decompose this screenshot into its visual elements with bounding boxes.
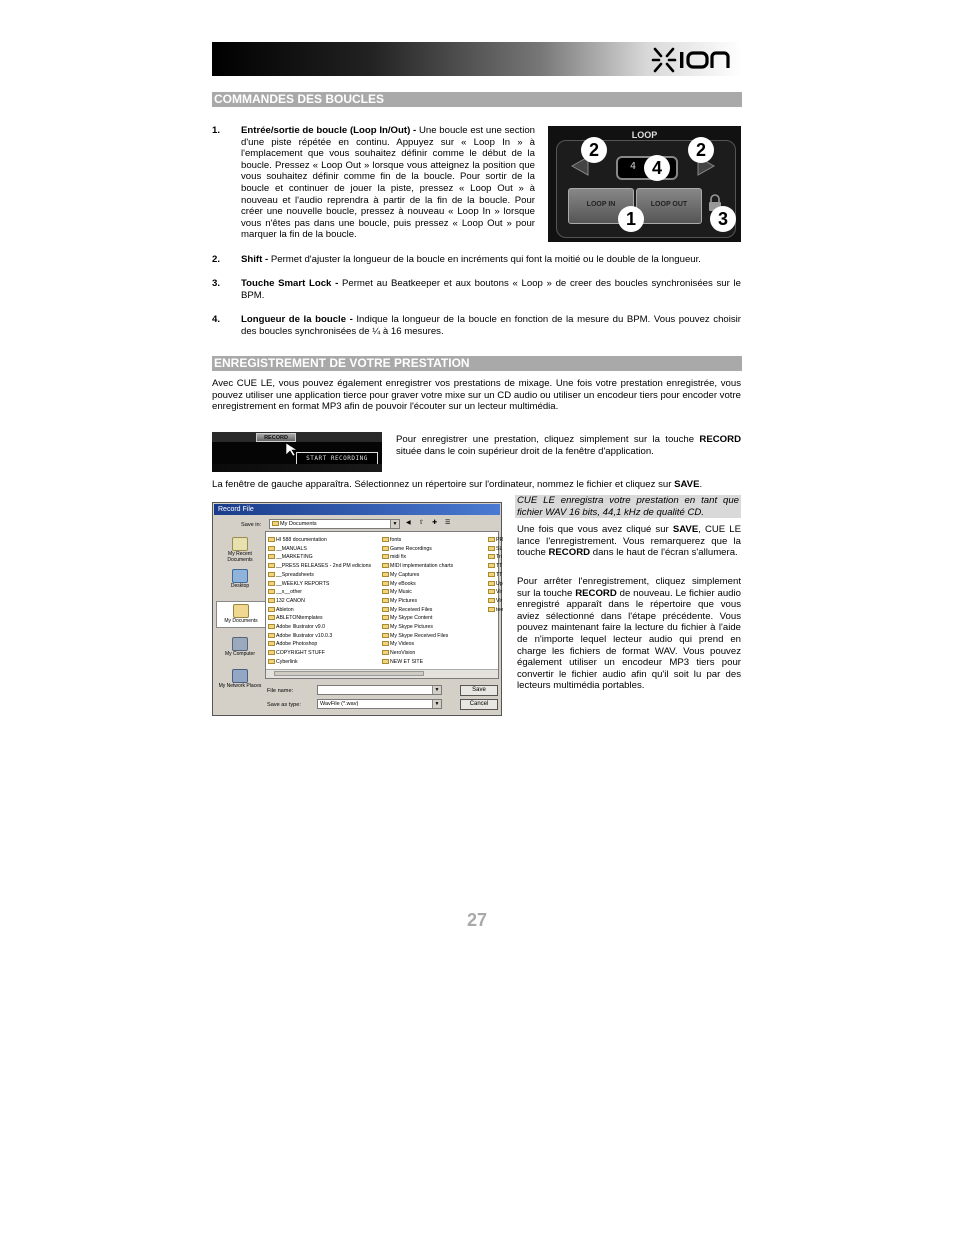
folder-item[interactable]: [488, 589, 502, 595]
callout-2-left: 2: [581, 137, 607, 163]
folder-icon: [268, 633, 275, 638]
folder-item[interactable]: [268, 650, 325, 656]
folder-name: tee: [496, 606, 504, 613]
folder-item[interactable]: [488, 554, 502, 560]
folder-icon: [272, 521, 279, 526]
left-window-instruction: [212, 479, 741, 491]
stop-explanation: [517, 576, 741, 692]
folder-name: HI 588 documentation: [276, 537, 327, 543]
folder-name: My Videos: [390, 641, 415, 648]
folder-icon: [382, 607, 389, 612]
folder-item[interactable]: [382, 581, 416, 587]
place-label: My Documents: [224, 618, 258, 624]
folder-name: Adobe Photoshop: [276, 641, 318, 648]
text: Pour enregistrer une prestation, cliquez simplement sur la touche: [396, 434, 700, 445]
folder-item[interactable]: [268, 581, 329, 587]
folder-icon: [382, 633, 389, 638]
save-in-label: Save in:: [241, 522, 262, 528]
loop-title: LOOP: [631, 130, 658, 140]
folder-icon: [268, 554, 275, 559]
text: dans le haut de l'écran s'allumera.: [590, 547, 738, 559]
wav-note: CUE LE enregistra votre prestation en tant que fichier WAV 16 bits, 44,1 kHz de qualité CD.: [517, 495, 739, 518]
folder-item[interactable]: [488, 563, 502, 569]
folder-item[interactable]: [488, 572, 502, 578]
folder-name: __MARKETING: [276, 554, 313, 561]
folder-item[interactable]: [382, 598, 417, 604]
folder-item[interactable]: [488, 537, 503, 543]
folder-name: midi fix: [390, 554, 407, 561]
folder-icon: [268, 563, 275, 568]
save-in-select[interactable]: [269, 519, 400, 529]
folder-item[interactable]: [382, 554, 406, 560]
smart-lock-description: [241, 278, 741, 301]
folder-item[interactable]: [382, 624, 433, 630]
my-computer-icon: [232, 637, 248, 651]
horizontal-scrollbar[interactable]: [266, 669, 498, 678]
record-file-dialog: [212, 502, 502, 716]
term: Longueur de la boucle -: [241, 314, 353, 325]
folder-icon: [488, 607, 495, 612]
folder-name: Vir: [496, 589, 503, 596]
folder-icon: [268, 572, 275, 577]
folder-name: My Music: [390, 589, 412, 596]
folder-icon: [268, 650, 275, 655]
folder-icon: [382, 572, 389, 577]
folder-item[interactable]: [382, 563, 453, 569]
callout-1: 1: [618, 206, 644, 232]
section-title-loop: COMMANDES DES BOUCLES: [212, 92, 742, 107]
folder-icon: [382, 563, 389, 568]
up-folder-icon[interactable]: ⇧: [419, 520, 425, 526]
folder-name: COPYRIGHT STUFF: [276, 650, 325, 657]
loop-length-value: 4: [630, 161, 637, 172]
folder-item[interactable]: [488, 598, 502, 604]
folder-name: My Skype Pictures: [390, 624, 433, 630]
text: , CUE LE lance l'enregistrement. Vous remarquerez que la touche: [517, 524, 741, 559]
folder-icon: [488, 563, 495, 568]
folder-item[interactable]: [268, 607, 294, 613]
text: Une fois que vous avez cliqué sur: [517, 524, 673, 535]
folder-icon: [268, 598, 275, 603]
description: Permet au Beatkeeper et aux boutons « Loop » de creer des boucles synchronisées sur le BPM.: [241, 278, 741, 301]
place-label: Desktop: [230, 583, 250, 589]
folder-icon: [268, 546, 275, 551]
item-number: 2.: [212, 254, 221, 265]
folder-icon: [488, 537, 495, 542]
folder-item[interactable]: [268, 563, 371, 569]
folder-item[interactable]: [382, 659, 423, 665]
folder-name: Ableton: [276, 606, 294, 613]
folder-icon: [488, 598, 495, 603]
record-term: RECORD: [699, 434, 741, 445]
folder-item[interactable]: [268, 633, 332, 639]
folder-icon: [382, 554, 389, 559]
description: Indique la longueur de la boucle en fonction de la mesure du BPM. Vous pouvez choisir des boucles synchronisées de ¼ à 16 mesures.: [241, 314, 741, 337]
text: Pour arrêter l'enregistrement, cliquez simplement sur la touche: [517, 576, 741, 599]
callout-2-right: 2: [688, 137, 714, 163]
chevron-down-icon: ▼: [432, 700, 441, 708]
text: La fenêtre de gauche apparaîtra. Sélectionnez un répertoire sur l'ordinateur, nommez le fichier et cliquez sur: [212, 479, 675, 490]
folder-item[interactable]: [382, 607, 432, 613]
folder-icon: [488, 572, 495, 577]
folder-item[interactable]: [268, 659, 298, 665]
folder-name: MIDI implementation charts: [390, 563, 454, 570]
description: Une boucle est une section d'une piste répétée en continu. Appuyez sur « Loop In » à l'emplacement que vous souhaitez définir comme le début de la boucle. Pressez « Loop Out » lorsque vous atteignez la position que vous souhaitez définir comme fin de la boucle. Pour sortir de la boucle et continuer de jouer la piste, pressez « Loop Out » à nouveau et l'audio reprendra à partir de la fin de la boucle. Pour créer une nouvelle boucle, pressez à nouveau « Loop In » lorsque vous n'êtes pas dans une boucle, puis pressez « Loop Out » pour marquer la fin de la boucle.: [241, 125, 536, 241]
item-number: 4.: [212, 314, 221, 325]
folder-icon: [382, 537, 389, 542]
folder-name: PR: [496, 537, 504, 543]
network-places-icon: [232, 669, 248, 683]
file-name-input[interactable]: [317, 685, 442, 695]
folder-icon: [268, 537, 275, 542]
folder-name: 132 CANON: [276, 597, 305, 604]
record-instruction: [396, 434, 741, 457]
folder-icon: [382, 615, 389, 620]
save-type-label: Save as type:: [267, 702, 301, 708]
place-recent[interactable]: [216, 537, 264, 563]
folder-item[interactable]: [488, 546, 502, 552]
recent-documents-icon: [232, 537, 248, 551]
loop-in-label: LOOP IN: [586, 201, 616, 208]
folder-name: Adobe Illustrator v10.0.3: [276, 632, 333, 639]
text: située dans le coin supérieur droit de la fenêtre d'application.: [396, 445, 654, 457]
folder-icon: [268, 659, 275, 664]
start-recording-label: START RECORDING: [306, 455, 368, 462]
loop-in-out-description: [241, 125, 535, 241]
folder-item[interactable]: [382, 589, 412, 595]
file-list[interactable]: [265, 531, 504, 679]
save-term: SAVE: [672, 524, 699, 535]
folder-icon: [382, 659, 389, 664]
folder-name: Adobe Illustrator v9.0: [276, 624, 326, 630]
folder-icon: [382, 598, 389, 603]
cancel-button[interactable]: Cancel: [460, 699, 498, 710]
folder-name: SL: [496, 545, 503, 552]
text: de nouveau. Le fichier audio enregistré apparaît dans le répertoire que vous aviez sélectionné dans l'étape précédente. Vous pouvez maintenant faire la lecture du fichier à l'aide de n'importe lequel lecteur audio qui prend en charge les fichiers de format WAV. Vous pouvez également utiliser un encodeur MP3 tiers pour convertir le fichier audio afin qu'il soit lu par des lecteurs multimédia portables.: [517, 587, 741, 692]
folder-name: Game Recordings: [390, 545, 432, 552]
desktop-icon: [232, 569, 248, 583]
folder-icon: [268, 615, 275, 620]
folder-item[interactable]: [268, 598, 305, 604]
folder-name: Vir: [496, 597, 503, 604]
file-name-label: File name:: [267, 688, 294, 694]
loop-controls-image: [548, 126, 741, 242]
place-my-computer[interactable]: [216, 637, 264, 658]
chevron-down-icon: ▼: [432, 686, 441, 694]
loop-out-button: [636, 188, 702, 224]
folder-item[interactable]: [268, 589, 302, 595]
folder-icon: [382, 581, 389, 586]
term: Entrée/sortie de boucle (Loop In/Out) -: [241, 125, 417, 136]
record-term: RECORD: [575, 587, 617, 599]
folder-name: __MANUALS: [276, 545, 307, 552]
text: .: [699, 479, 703, 490]
folder-item[interactable]: [268, 554, 313, 560]
folder-name: __Spreadsheets: [276, 571, 314, 578]
folder-name: My Pictures: [390, 597, 418, 604]
folder-item[interactable]: [382, 546, 432, 552]
save-in-value: My Documents: [280, 521, 317, 527]
place-label: My Computer: [224, 651, 255, 657]
folder-icon: [268, 607, 275, 612]
term: Touche Smart Lock -: [241, 278, 339, 289]
place-label: My Recent Documents: [227, 551, 253, 563]
record-label: RECORD: [264, 435, 288, 441]
folder-name: My eBooks: [390, 580, 416, 587]
folder-name: My Skype Received Files: [390, 632, 449, 639]
save-explanation: [517, 524, 741, 559]
folder-icon: [488, 554, 495, 559]
folder-item[interactable]: [382, 641, 414, 647]
place-my-documents[interactable]: [216, 601, 266, 628]
folder-name: Up: [496, 580, 503, 587]
loop-length-description: [241, 314, 741, 337]
term: Shift -: [241, 254, 269, 265]
my-documents-icon: [233, 604, 249, 618]
folder-name: Cyberlink: [276, 658, 298, 665]
loop-out-label: LOOP OUT: [650, 201, 688, 208]
folder-name: Tri: [496, 554, 502, 561]
description: Permet d'ajuster la longueur de la boucle en incréments qui font la moitié ou le double de la longueur.: [268, 254, 701, 265]
folder-item[interactable]: [382, 633, 448, 639]
section-title-recording: ENREGISTREMENT DE VOTRE PRESTATION: [212, 356, 742, 371]
folder-name: fonts: [390, 537, 402, 543]
folder-name: __PRESS RELEASES - 2nd PM edicions: [276, 563, 372, 570]
folder-item[interactable]: [382, 572, 419, 578]
folder-item[interactable]: [268, 546, 307, 552]
shift-description: [241, 254, 741, 266]
callout-3: 3: [710, 206, 736, 232]
folder-name: TT: [496, 571, 503, 578]
save-button[interactable]: Save: [460, 685, 498, 696]
scrollbar-thumb[interactable]: [274, 671, 424, 676]
folder-icon: [382, 624, 389, 629]
folder-icon: [268, 641, 275, 646]
views-icon[interactable]: ☰: [445, 520, 451, 526]
folder-item[interactable]: [488, 607, 503, 613]
folder-icon: [488, 589, 495, 594]
item-number: 3.: [212, 278, 221, 289]
folder-name: TT: [496, 563, 503, 570]
places-bar: [216, 531, 266, 707]
folder-item[interactable]: [382, 650, 415, 656]
new-folder-icon[interactable]: ✚: [432, 520, 438, 526]
place-desktop[interactable]: [216, 569, 264, 590]
folder-name: __WEEKLY REPORTS: [276, 580, 330, 587]
record-term: RECORD: [548, 547, 591, 559]
folder-item[interactable]: [268, 615, 323, 621]
folder-name: NEW ET SITE: [390, 658, 424, 665]
folder-name: NeroVision: [390, 650, 416, 657]
folder-name: My Skype Content: [390, 615, 433, 622]
ion-logo: [652, 45, 736, 75]
folder-item[interactable]: [382, 615, 432, 621]
folder-icon: [268, 589, 275, 594]
folder-item[interactable]: [488, 581, 503, 587]
folder-icon: [268, 624, 275, 629]
folder-icon: [488, 581, 495, 586]
place-label: My Network Places: [218, 683, 262, 689]
folder-item[interactable]: [268, 572, 314, 578]
save-type-select[interactable]: [317, 699, 442, 709]
back-icon[interactable]: ◀: [406, 520, 411, 526]
folder-icon: [382, 546, 389, 551]
folder-item[interactable]: [382, 537, 401, 543]
folder-icon: [268, 581, 275, 586]
folder-name: __x__other: [276, 589, 302, 596]
callout-4: 4: [644, 155, 670, 181]
item-number: 1.: [212, 125, 221, 136]
page-number: 27: [466, 910, 488, 930]
folder-icon: [382, 650, 389, 655]
folder-icon: [382, 589, 389, 594]
folder-item[interactable]: [268, 537, 327, 543]
folder-name: ABLETONtemplates: [276, 615, 323, 622]
folder-icon: [488, 546, 495, 551]
save-term: SAVE: [674, 479, 700, 490]
folder-name: My Received Files: [390, 606, 433, 613]
folder-item[interactable]: [268, 641, 317, 647]
recording-intro: Avec CUE LE, vous pouvez également enregistrer vos prestations de mixage. Une fois votre prestation enregistrée, vous pouvez utiliser une application tierce pour graver votre mixe sur un CD audio ou utiliser un encodeur tiers pour encoder votre enregistrement en format MP3 afin de pouvoir l'écouter sur un lecteur multimédia.: [212, 378, 742, 413]
folder-item[interactable]: [268, 624, 325, 630]
chevron-down-icon: ▼: [390, 520, 399, 528]
record-button-screenshot: [212, 432, 382, 472]
folder-icon: [382, 641, 389, 646]
place-network[interactable]: [216, 669, 264, 690]
dialog-title: Record File: [214, 504, 500, 515]
save-type-value: WavFile (*.wav): [320, 701, 359, 707]
folder-name: My Captures: [390, 571, 420, 578]
